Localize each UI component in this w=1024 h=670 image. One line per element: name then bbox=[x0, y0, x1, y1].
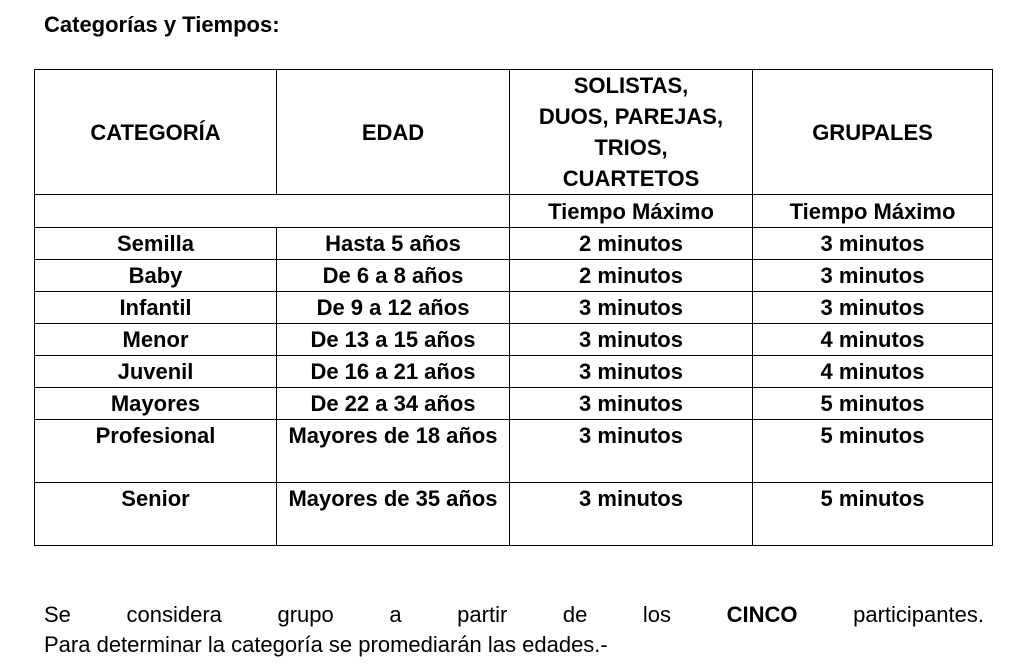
table-row bbox=[35, 420, 993, 483]
table-row bbox=[35, 260, 993, 292]
cell-categoria: Juvenil bbox=[35, 356, 277, 388]
cell-grupales-time: 3 minutos bbox=[753, 260, 993, 292]
cell-solistas-time: 3 minutos bbox=[510, 292, 753, 324]
footer-word: participantes. bbox=[853, 602, 984, 627]
cell-edad: De 16 a 21 años bbox=[277, 356, 510, 388]
cell-grupales-time: 3 minutos bbox=[753, 292, 993, 324]
cell-categoria: Profesional bbox=[35, 420, 277, 483]
header-grupales: GRUPALES bbox=[753, 70, 993, 195]
header-solistas-line: TRIOS, bbox=[594, 135, 668, 160]
header-categoria: CATEGORÍA bbox=[35, 70, 277, 195]
cell-edad: Mayores de 18 años bbox=[277, 420, 510, 483]
cell-grupales-time: 5 minutos bbox=[753, 483, 993, 546]
footer-line-1 bbox=[44, 600, 984, 630]
subheader-solistas: Tiempo Máximo bbox=[510, 195, 753, 228]
table-row bbox=[35, 356, 993, 388]
cell-categoria: Senior bbox=[35, 483, 277, 546]
table-row bbox=[35, 388, 993, 420]
footer-word: grupo bbox=[277, 602, 334, 627]
footer-word: considera bbox=[126, 602, 222, 627]
cell-edad: De 6 a 8 años bbox=[277, 260, 510, 292]
cell-solistas-time: 3 minutos bbox=[510, 483, 753, 546]
subheader-grupales: Tiempo Máximo bbox=[753, 195, 993, 228]
footer-line-2: Para determinar la categoría se promediarán las edades.- bbox=[44, 632, 608, 657]
cell-categoria: Mayores bbox=[35, 388, 277, 420]
cell-grupales-time: 3 minutos bbox=[753, 228, 993, 260]
cell-grupales-time: 5 minutos bbox=[753, 420, 993, 483]
cell-categoria: Baby bbox=[35, 260, 277, 292]
cell-categoria: Semilla bbox=[35, 228, 277, 260]
cell-solistas-time: 2 minutos bbox=[510, 260, 753, 292]
footer-note bbox=[44, 600, 984, 660]
footer-word: Se bbox=[44, 602, 71, 627]
cell-grupales-time: 4 minutos bbox=[753, 356, 993, 388]
cell-grupales-time: 4 minutos bbox=[753, 324, 993, 356]
categories-times-table bbox=[34, 69, 993, 546]
table-row bbox=[35, 292, 993, 324]
cell-edad: De 22 a 34 años bbox=[277, 388, 510, 420]
cell-edad: Hasta 5 años bbox=[277, 228, 510, 260]
table-row bbox=[35, 483, 993, 546]
footer-word: partir bbox=[457, 602, 508, 627]
cell-solistas-time: 3 minutos bbox=[510, 356, 753, 388]
footer-word: a bbox=[389, 602, 402, 627]
table-row bbox=[35, 228, 993, 260]
subheader-empty-cell bbox=[35, 195, 510, 228]
header-solistas-line: CUARTETOS bbox=[562, 166, 700, 191]
header-solistas-line: SOLISTAS, bbox=[573, 73, 689, 98]
cell-solistas-time: 3 minutos bbox=[510, 388, 753, 420]
table-row bbox=[35, 324, 993, 356]
header-solistas bbox=[510, 70, 753, 195]
footer-emphasis: CINCO bbox=[726, 602, 798, 627]
cell-solistas-time: 3 minutos bbox=[510, 324, 753, 356]
cell-categoria: Infantil bbox=[35, 292, 277, 324]
cell-solistas-time: 3 minutos bbox=[510, 420, 753, 483]
cell-categoria: Menor bbox=[35, 324, 277, 356]
cell-edad: Mayores de 35 años bbox=[277, 483, 510, 546]
section-title: Categorías y Tiempos: bbox=[44, 12, 280, 37]
cell-edad: De 13 a 15 años bbox=[277, 324, 510, 356]
header-edad: EDAD bbox=[277, 70, 510, 195]
header-solistas-line: DUOS, PAREJAS, bbox=[538, 104, 724, 129]
cell-solistas-time: 2 minutos bbox=[510, 228, 753, 260]
footer-word: de bbox=[562, 602, 588, 627]
table-body bbox=[35, 228, 993, 546]
footer-word: los bbox=[642, 602, 672, 627]
cell-grupales-time: 5 minutos bbox=[753, 388, 993, 420]
cell-edad: De 9 a 12 años bbox=[277, 292, 510, 324]
